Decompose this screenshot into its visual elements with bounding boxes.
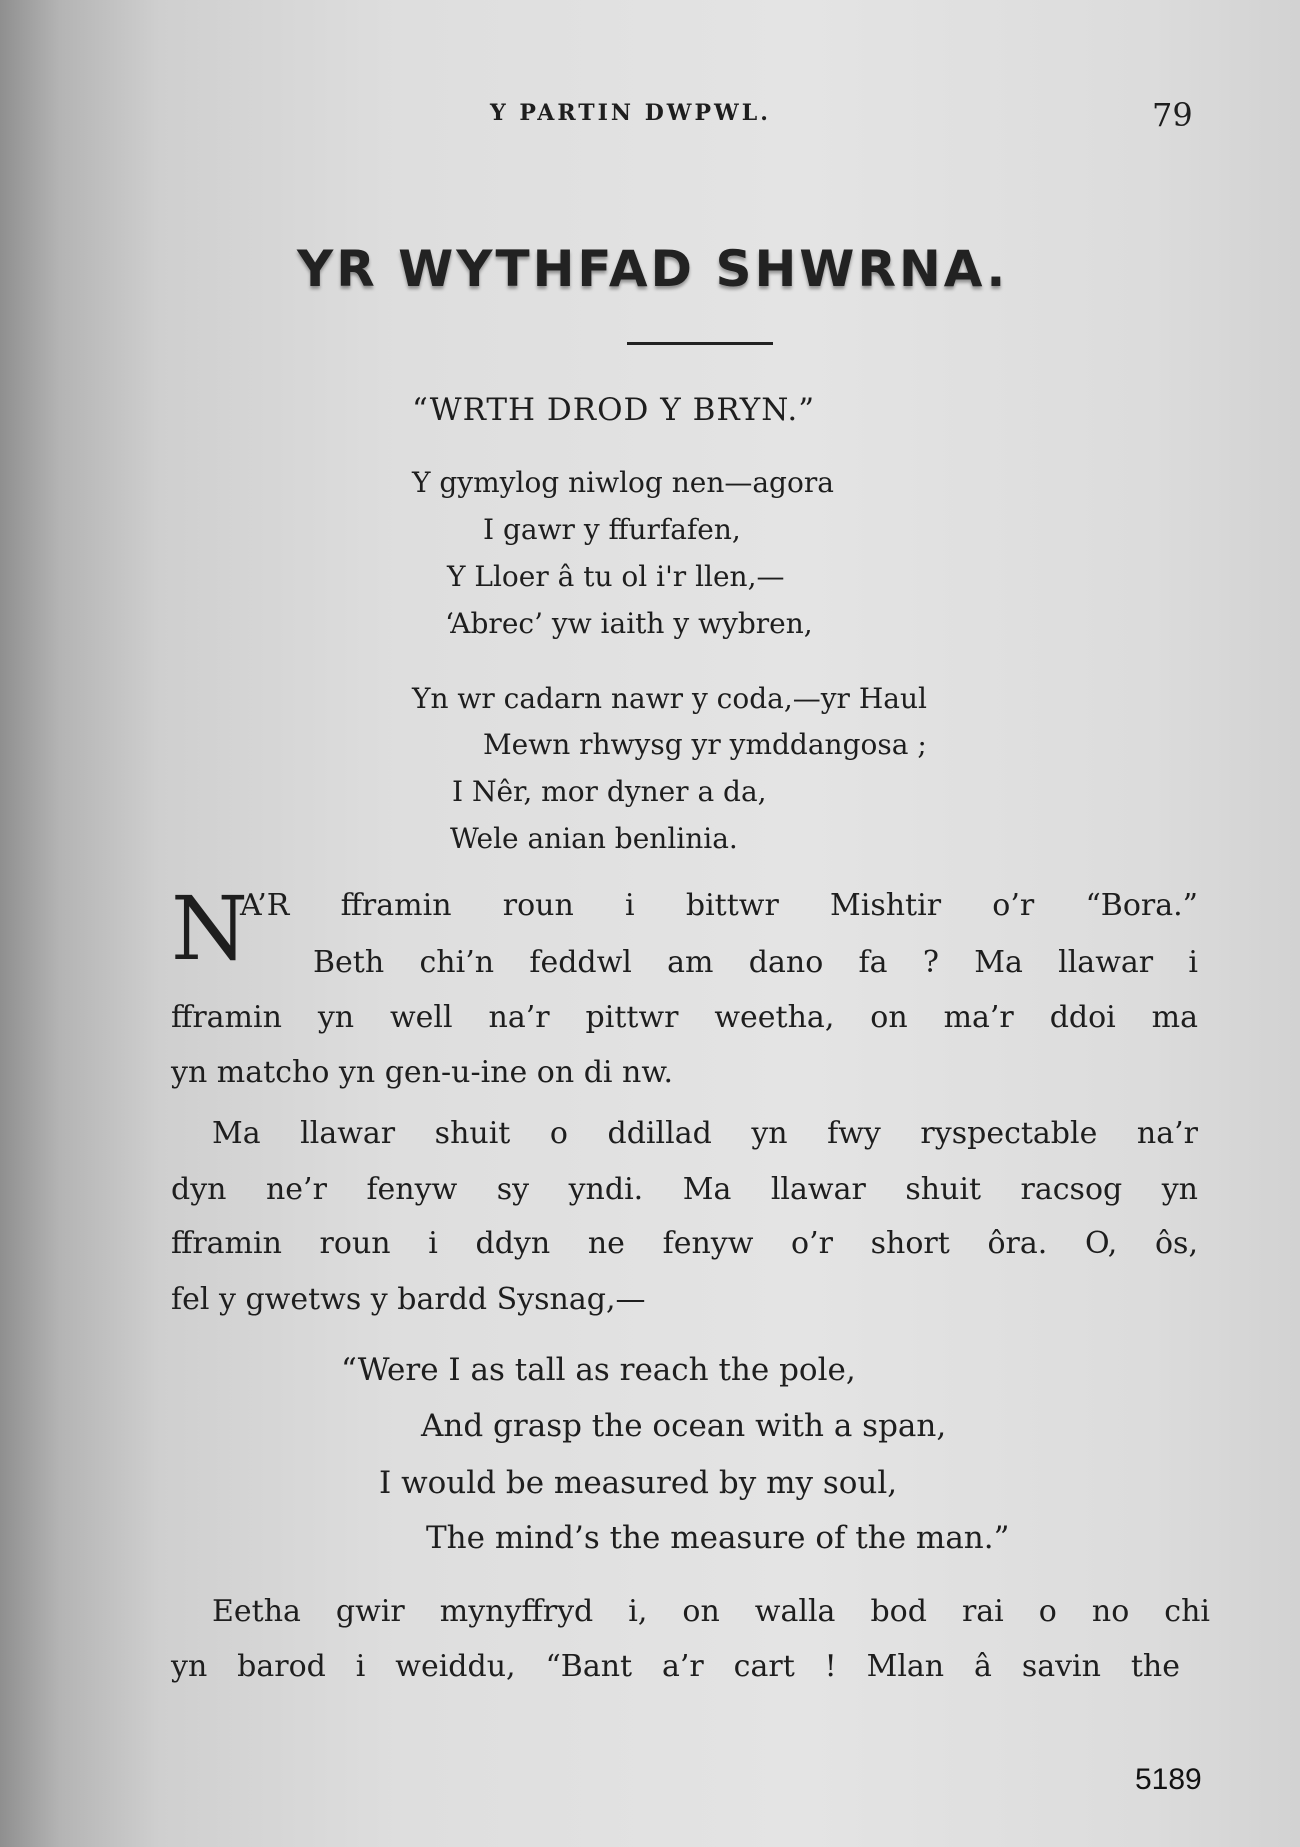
- paragraph-line: fel y gwetws y bardd Sysnag,—: [171, 1282, 646, 1317]
- chapter-title: YR WYTHFAD SHWRNA.: [297, 240, 1009, 298]
- poem-line: Yn wr cadarn nawr y coda,—yr Haul: [412, 682, 927, 715]
- poem-line: ‘Abrec’ yw iaith y wybren,: [445, 607, 813, 640]
- quote-line: “Were I as tall as reach the pole,: [341, 1352, 856, 1388]
- paragraph-line: Ma llawar shuit o ddillad yn fwy ryspectable na’r: [212, 1116, 1198, 1151]
- page-number: 79: [1152, 96, 1193, 134]
- quote-line: And grasp the ocean with a span,: [421, 1408, 947, 1444]
- paragraph-line: Beth chi’n feddwl am dano fa ? Ma llawar i: [313, 945, 1198, 980]
- poem-line: Mewn rhwysg yr ymddangosa ;: [483, 728, 927, 761]
- drop-cap: N: [171, 877, 248, 980]
- divider-rule: [627, 342, 773, 345]
- poem-line: Y gymylog niwlog nen—agora: [412, 466, 834, 499]
- paragraph-line: fframin roun i ddyn ne fenyw o’r short ôra. O, ôs,: [171, 1226, 1198, 1261]
- paragraph-line: fframin yn well na’r pittwr weetha, on ma’r ddoi ma: [171, 1000, 1198, 1035]
- quote-line: The mind’s the measure of the man.”: [426, 1520, 1010, 1556]
- paragraph-line: dyn ne’r fenyw sy yndi. Ma llawar shuit racsog yn: [171, 1172, 1198, 1207]
- paragraph-line: yn matcho yn gen-u-ine on di nw.: [171, 1055, 674, 1090]
- poem-line: Y Lloer â tu ol i'r llen,—: [447, 560, 785, 593]
- poem-line: Wele anian benlinia.: [450, 822, 738, 855]
- poem-title: “WRTH DROD Y BRYN.”: [412, 392, 816, 428]
- paragraph-line: Eetha gwir mynyffryd i, on walla bod rai o no chi: [212, 1594, 1210, 1629]
- running-title: Y PARTIN DWPWL.: [490, 100, 771, 126]
- image-id-label: 5189: [1135, 1763, 1202, 1796]
- paragraph-line: yn barod i weiddu, “Bant a’r cart ! Mlan â savin the: [171, 1649, 1180, 1684]
- paragraph-line: A’R fframin roun i bittwr Mishtir o’r “Bora.”: [240, 888, 1198, 923]
- poem-line: I gawr y ffurfafen,: [483, 513, 741, 546]
- poem-line: I Nêr, mor dyner a da,: [452, 775, 767, 808]
- quote-line: I would be measured by my soul,: [379, 1465, 898, 1501]
